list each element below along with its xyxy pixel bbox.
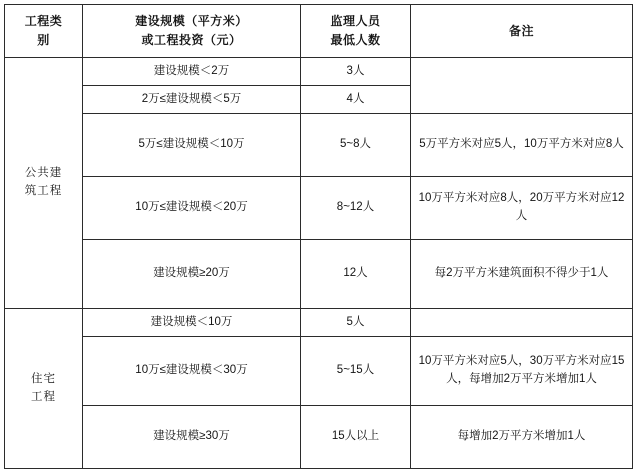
- header-scale: [83, 5, 301, 58]
- scale-cell: 10万≤建设规模＜30万: [83, 337, 301, 406]
- scale-cell: 10万≤建设规模＜20万: [83, 177, 301, 240]
- header-scale-line2: 或工程投资（元）: [141, 33, 242, 47]
- table-row: [5, 240, 633, 309]
- category-public-building-line2: 筑工程: [24, 185, 63, 197]
- monitoring-staff-table: [4, 4, 633, 469]
- header-staff-line2: 最低人数: [330, 33, 381, 47]
- header-remark: [411, 5, 633, 58]
- category-public-building-line1: 公共建: [24, 167, 63, 180]
- remark-cell: 10万平方米对应5人，30万平方米对应15人，每增加2万平方米增加1人: [411, 337, 633, 406]
- header-scale-line1: 建设规模（平方米）: [135, 14, 248, 29]
- remark-cell: 10万平方米对应8人，20万平方米对应12人: [411, 177, 633, 240]
- category-residential-line1: 住宅: [31, 372, 56, 385]
- scale-cell: 2万≤建设规模＜5万: [83, 86, 301, 114]
- header-category: [5, 5, 83, 58]
- staff-cell: 5~15人: [301, 337, 411, 406]
- scale-cell: 建设规模≥20万: [83, 240, 301, 309]
- table-row: [5, 337, 633, 406]
- table-header-row: [5, 5, 633, 58]
- staff-cell: 4人: [301, 86, 411, 114]
- staff-cell: 3人: [301, 58, 411, 86]
- category-residential: [5, 309, 83, 469]
- table-row: [5, 177, 633, 240]
- remark-cell: 每2万平方米建筑面积不得少于1人: [411, 240, 633, 309]
- header-staff: [301, 5, 411, 58]
- header-category-line2: 别: [37, 33, 50, 47]
- remark-cell: 5万平方米对应5人，10万平方米对应8人: [411, 114, 633, 177]
- staff-cell: 15人以上: [301, 406, 411, 469]
- remark-cell: [411, 309, 633, 337]
- remark-cell: [411, 58, 633, 114]
- scale-cell: 5万≤建设规模＜10万: [83, 114, 301, 177]
- table-row: [5, 309, 633, 337]
- category-public-building: [5, 58, 83, 309]
- staff-cell: 8~12人: [301, 177, 411, 240]
- scale-cell: 建设规模＜10万: [83, 309, 301, 337]
- scale-cell: 建设规模＜2万: [83, 58, 301, 86]
- table-row: [5, 114, 633, 177]
- header-staff-line1: 监理人员: [330, 14, 381, 29]
- staff-cell: 5~8人: [301, 114, 411, 177]
- category-residential-line2: 工程: [31, 390, 56, 403]
- header-category-line1: 工程类: [24, 14, 63, 29]
- table-row: [5, 406, 633, 469]
- staff-cell: 12人: [301, 240, 411, 309]
- remark-cell: 每增加2万平方米增加1人: [411, 406, 633, 469]
- header-remark-line1: 备注: [508, 23, 534, 38]
- table-row: [5, 58, 633, 86]
- scale-cell: 建设规模≥30万: [83, 406, 301, 469]
- staff-cell: 5人: [301, 309, 411, 337]
